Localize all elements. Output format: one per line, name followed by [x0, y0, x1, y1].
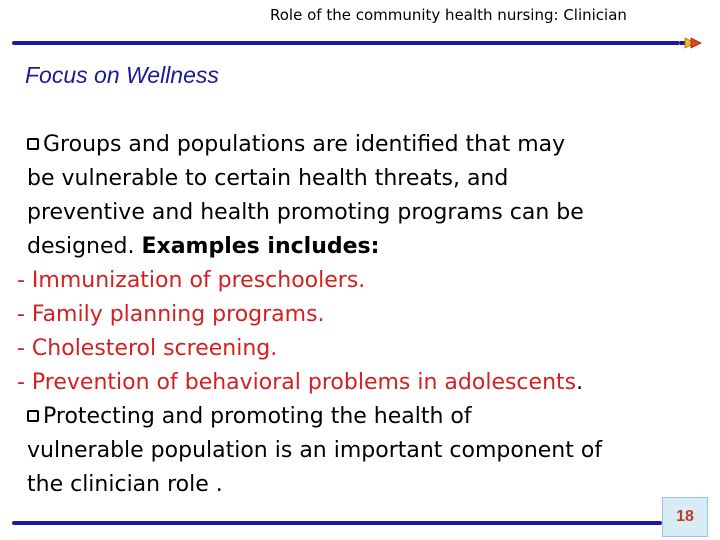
bottom-divider: [12, 521, 662, 525]
page-number: 18: [676, 508, 694, 525]
paragraph-2-line-2: vulnerable population is an important component of: [27, 438, 603, 463]
slide-subtitle: Focus on Wellness: [25, 62, 219, 88]
example-item: - Prevention of behavioral problems in adolescents.: [17, 370, 584, 395]
paragraph-1-line-1: Groups and populations are identified that may: [17, 128, 707, 162]
example-item: - Cholesterol screening.: [17, 336, 278, 361]
slide-header-title: Role of the community health nursing: Clinician: [270, 6, 627, 24]
paragraph-1-line-2: be vulnerable to certain health threats, and: [27, 166, 509, 191]
example-item: - Immunization of preschoolers.: [17, 268, 366, 293]
top-divider: [12, 41, 680, 45]
arrow-ornament-icon: [680, 37, 702, 49]
page-number-badge: [662, 497, 708, 537]
paragraph-1-line-3: preventive and health promoting programs can be: [27, 200, 584, 225]
square-bullet-icon: [27, 410, 39, 422]
slide-body: [17, 128, 707, 502]
square-bullet-icon: [27, 138, 39, 150]
paragraph-1-line-4: designed. Examples includes:: [27, 234, 380, 259]
examples-heading: Examples includes:: [141, 234, 380, 259]
paragraph-2-line-3: the clinician role .: [27, 472, 223, 497]
paragraph-2-line-1: Protecting and promoting the health of: [17, 400, 707, 434]
example-item: - Family planning programs.: [17, 302, 325, 327]
